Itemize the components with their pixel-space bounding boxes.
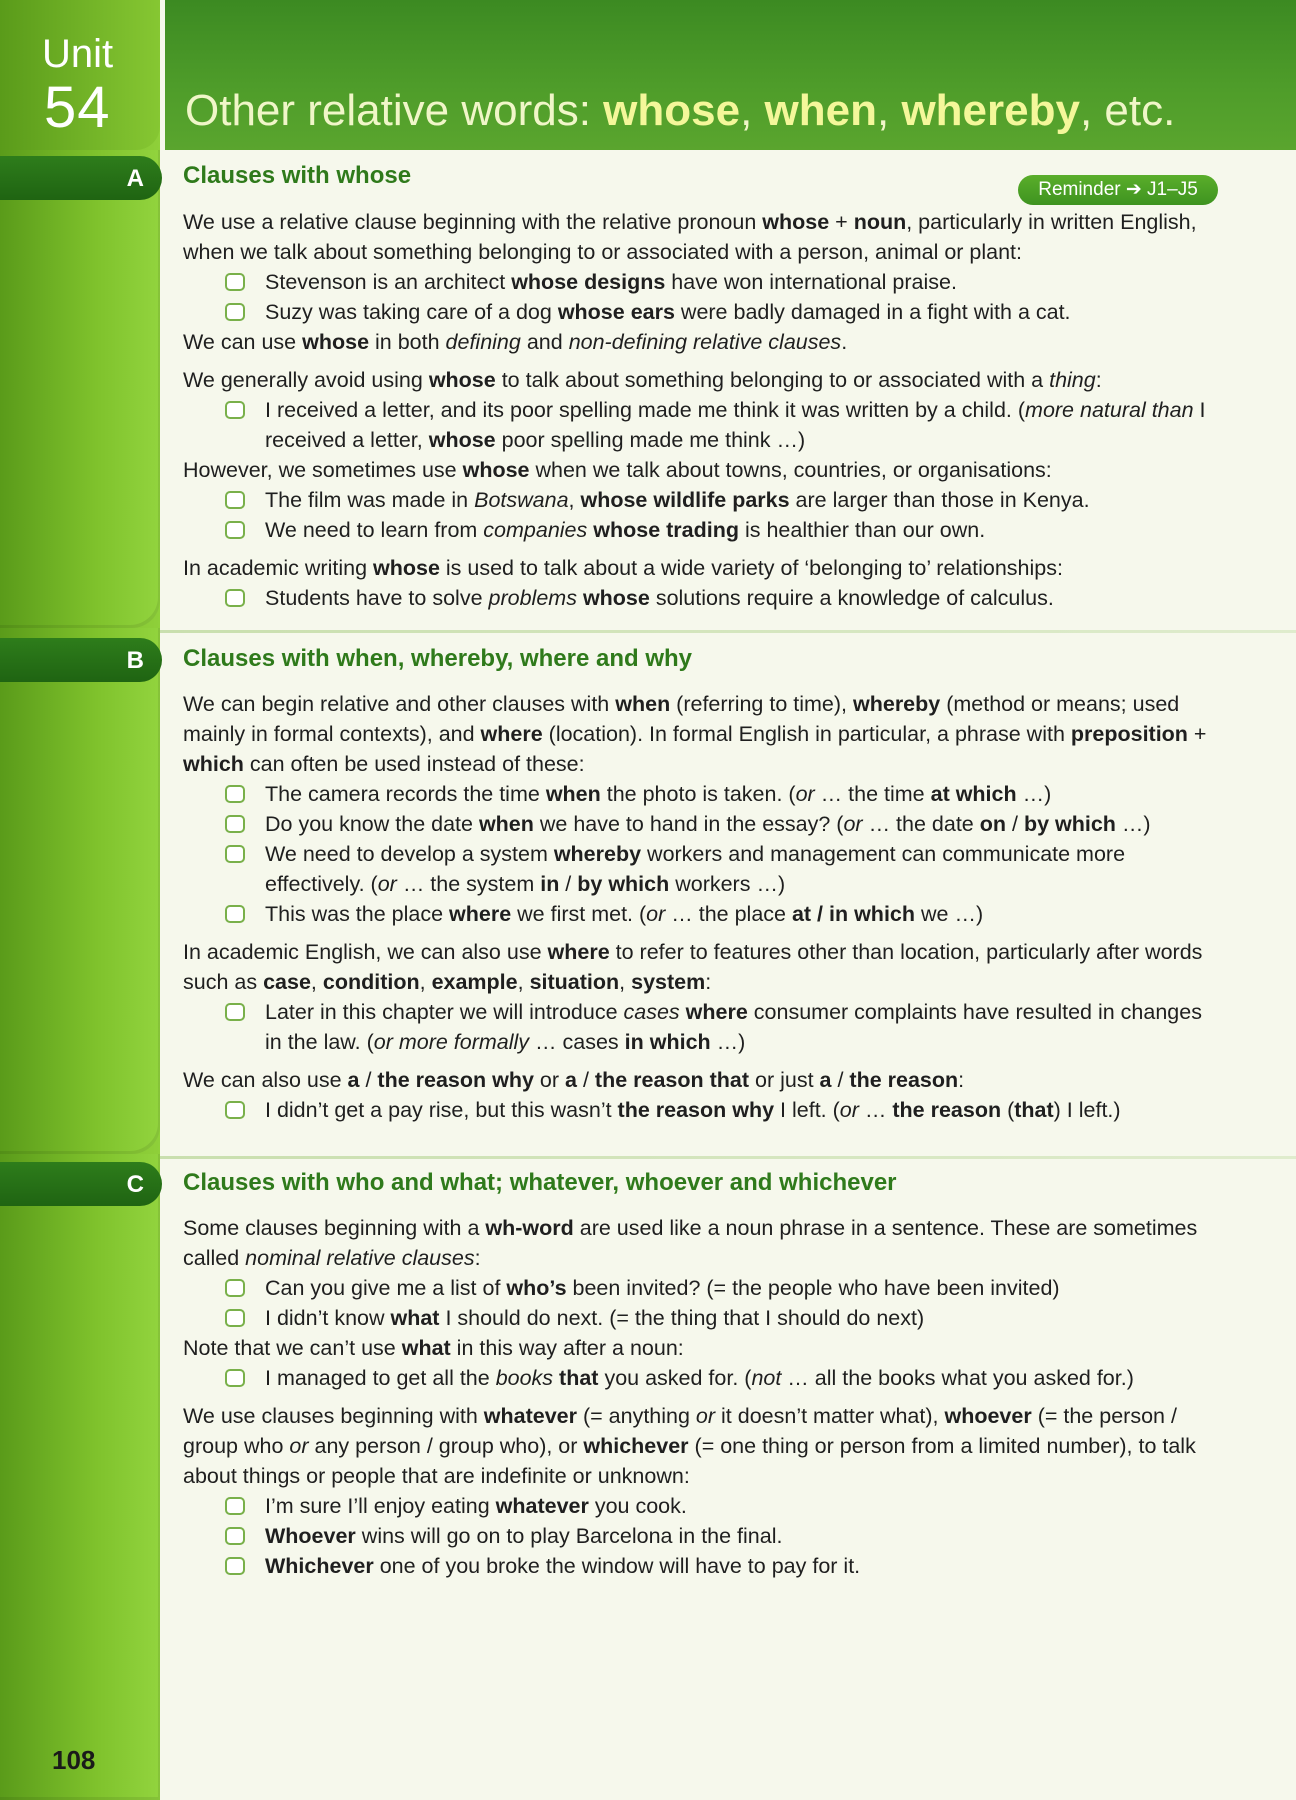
example-item: The film was made in Botswana, whose wildlife parks are larger than those in Kenya. bbox=[183, 485, 1213, 515]
checkbox-icon bbox=[225, 815, 245, 833]
paragraph: We use a relative clause beginning with the relative pronoun whose + noun, particularly in written English, when we talk about something belonging to or associated with a person, animal or plant: bbox=[183, 210, 1197, 264]
example-item: I’m sure I’ll enjoy eating whatever you cook. bbox=[183, 1491, 1213, 1521]
checkbox-icon bbox=[225, 1497, 245, 1515]
page-number: 108 bbox=[52, 1745, 96, 1775]
paragraph: We generally avoid using whose to talk about something belonging to or associated with a thing: bbox=[183, 368, 1102, 392]
example-item: Students have to solve problems whose solutions require a knowledge of calculus. bbox=[183, 583, 1213, 613]
checkbox-icon bbox=[225, 303, 245, 321]
section-divider bbox=[160, 1156, 1296, 1159]
strip-segment-a bbox=[0, 150, 160, 628]
checkbox-icon bbox=[225, 785, 245, 803]
reminder-badge: Reminder ➔ J1–J5 bbox=[1018, 175, 1218, 205]
checkbox-icon bbox=[225, 589, 245, 607]
paragraph: Some clauses beginning with a wh-word are used like a noun phrase in a sentence. These are sometimes called nominal relative clauses: bbox=[183, 1216, 1198, 1270]
checkbox-icon bbox=[225, 1003, 245, 1021]
paragraph: However, we sometimes use whose when we talk about towns, countries, or organisations: bbox=[183, 458, 1052, 482]
paragraph: We use clauses beginning with whatever (= anything or it doesn’t matter what), whoever (= the person / group who or any person / group who), or whichever (= one thing or person from a limited number), to talk about things or people that are indefinite or unknown: bbox=[183, 1404, 1196, 1488]
example-item: Do you know the date when we have to hand in the essay? (or … the date on / by which …) bbox=[183, 809, 1213, 839]
strip-segment-b bbox=[0, 628, 160, 1154]
section-divider bbox=[160, 630, 1296, 633]
example-item: I received a letter, and its poor spelling made me think it was written by a child. (more natural than I received a letter, whose poor spelling made me think …) bbox=[183, 395, 1213, 455]
checkbox-icon bbox=[225, 845, 245, 863]
checkbox-icon bbox=[225, 1309, 245, 1327]
section-a-content bbox=[183, 207, 1213, 613]
checkbox-icon bbox=[225, 1557, 245, 1575]
section-title-a: Clauses with whose bbox=[183, 162, 412, 189]
example-item: Whichever one of you broke the window will have to pay for it. bbox=[183, 1551, 1213, 1581]
paragraph: We can begin relative and other clauses with when (referring to time), whereby (method or means; used mainly in formal contexts), and where (location). In formal English in particular, a phrase with preposition + which can often be used instead of these: bbox=[183, 692, 1207, 776]
paragraph: We can also use a / the reason why or a / the reason that or just a / the reason: bbox=[183, 1068, 965, 1092]
paragraph: We can use whose in both defining and non-defining relative clauses. bbox=[183, 330, 848, 354]
paragraph: Note that we can’t use what in this way after a noun: bbox=[183, 1336, 684, 1360]
example-item: We need to learn from companies whose trading is healthier than our own. bbox=[183, 515, 1213, 545]
checkbox-icon bbox=[225, 905, 245, 923]
checkbox-icon bbox=[225, 1527, 245, 1545]
example-item: Whoever wins will go on to play Barcelona in the final. bbox=[183, 1521, 1213, 1551]
example-item: I managed to get all the books that you asked for. (not … all the books what you asked for.) bbox=[183, 1363, 1213, 1393]
page-header bbox=[165, 0, 1296, 150]
section-tab-a: A bbox=[0, 156, 162, 200]
example-item: I didn’t know what I should do next. (= the thing that I should do next) bbox=[183, 1303, 1213, 1333]
paragraph: In academic English, we can also use where to refer to features other than location, particularly after words such as case, condition, example, situation, system: bbox=[183, 940, 1203, 994]
unit-badge bbox=[0, 0, 160, 150]
example-item: Can you give me a list of who’s been invited? (= the people who have been invited) bbox=[183, 1273, 1213, 1303]
checkbox-icon bbox=[225, 521, 245, 539]
unit-number: 54 bbox=[44, 75, 111, 140]
strip-segment-c bbox=[0, 1154, 160, 1800]
checkbox-icon bbox=[225, 273, 245, 291]
section-title-b: Clauses with when, whereby, where and why bbox=[183, 645, 693, 672]
paragraph: In academic writing whose is used to talk about a wide variety of ‘belonging to’ relationships: bbox=[183, 556, 1063, 580]
side-strip bbox=[0, 0, 160, 1800]
example-item: This was the place where we first met. (or … the place at / in which we …) bbox=[183, 899, 1213, 929]
section-tab-c: C bbox=[0, 1162, 162, 1206]
checkbox-icon bbox=[225, 401, 245, 419]
checkbox-icon bbox=[225, 1101, 245, 1119]
example-item: We need to develop a system whereby workers and management can communicate more effectively. (or … the system in / by which workers …) bbox=[183, 839, 1213, 899]
example-item: Suzy was taking care of a dog whose ears were badly damaged in a fight with a cat. bbox=[183, 297, 1213, 327]
example-item: I didn’t get a pay rise, but this wasn’t the reason why I left. (or … the reason (that) I left.) bbox=[183, 1095, 1213, 1125]
example-item: Later in this chapter we will introduce cases where consumer complaints have resulted in changes in the law. (or more formally … cases in which …) bbox=[183, 997, 1213, 1057]
checkbox-icon bbox=[225, 1279, 245, 1297]
section-tab-b: B bbox=[0, 638, 162, 682]
section-c-content bbox=[183, 1213, 1213, 1581]
example-item: Stevenson is an architect whose designs have won international praise. bbox=[183, 267, 1213, 297]
page-title: Other relative words: whose, when, whereby, etc. bbox=[185, 86, 1176, 135]
unit-label: Unit bbox=[42, 32, 114, 76]
section-title-c: Clauses with who and what; whatever, whoever and whichever bbox=[183, 1169, 897, 1196]
section-b-content bbox=[183, 689, 1213, 1125]
checkbox-icon bbox=[225, 491, 245, 509]
example-item: The camera records the time when the photo is taken. (or … the time at which …) bbox=[183, 779, 1213, 809]
checkbox-icon bbox=[225, 1369, 245, 1387]
